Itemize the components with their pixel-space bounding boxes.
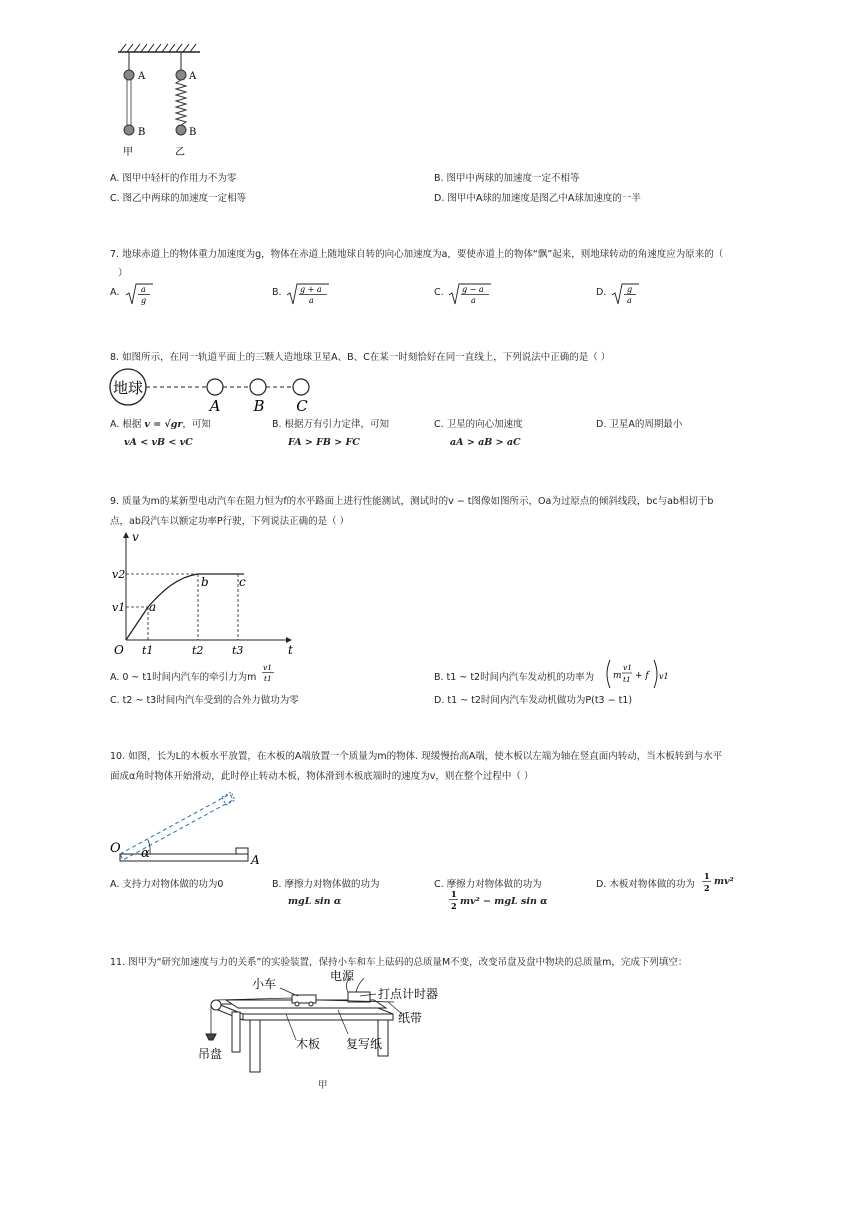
label-timer: 打点计时器 <box>378 987 439 1001</box>
label-sat-c: C <box>296 397 308 415</box>
label-v1: v1 <box>112 601 126 614</box>
q9-option-c[interactable]: C. t2 ~ t3时间内汽车受到的合外力做功为零 <box>110 695 299 706</box>
q9-option-b-text: B. t1 ~ t2时间内汽车发动机的功率为 <box>434 672 595 683</box>
q9-vt-graph <box>106 527 301 657</box>
q7-option-c-label: C. <box>434 287 444 298</box>
satellite-c <box>293 379 309 395</box>
pulley <box>211 1000 221 1010</box>
q10-figure <box>108 784 268 870</box>
spark-timer <box>348 992 370 1002</box>
axis-v-label: v <box>132 530 139 544</box>
label-tape: 纸带 <box>398 1011 423 1025</box>
light-rod <box>127 80 131 126</box>
q8-figure <box>106 366 326 416</box>
label-carbon: 复写纸 <box>346 1037 383 1051</box>
horizontal-board <box>120 854 248 861</box>
fC-den: a <box>471 296 476 305</box>
label-jia: 甲 <box>123 147 133 158</box>
ball-b-right <box>176 125 186 135</box>
q10-option-c-line2: mv² − mgL sin α <box>460 896 548 907</box>
label-yi: 乙 <box>175 147 185 158</box>
label-t2: t2 <box>192 644 204 657</box>
q10-option-d-line2: mv² <box>714 876 734 887</box>
fB-den: a <box>309 296 314 305</box>
q8-option-b-line2: FA > FB > FC <box>288 437 360 448</box>
q7-option-b[interactable] <box>272 287 282 298</box>
q7-formula-c <box>447 281 493 307</box>
q6-option-b[interactable]: B. 图甲中两球的加速度一定不相等 <box>434 173 580 184</box>
satellite-b <box>250 379 266 395</box>
label-a-end: A <box>251 853 260 867</box>
cart <box>292 995 316 1003</box>
svg-text:v1: v1 <box>623 663 633 672</box>
label-t3: t3 <box>232 644 244 657</box>
ball-a-left <box>124 70 134 80</box>
fA-num: a <box>141 285 146 294</box>
svg-text:m: m <box>613 671 622 681</box>
label-board: 木板 <box>296 1037 321 1051</box>
label-power: 电源 <box>330 969 355 983</box>
q7-option-b-label: B. <box>272 287 282 298</box>
q10-stem-line1: 10. 如图，长为L的木板水平放置，在木板的A端放置一个质量为m的物体. 现缓慢抬高A端，使木板以左端为轴在竖直面内转动，当木板转到与水平 <box>110 751 723 762</box>
q10-option-b-line2: mgL sin α <box>288 896 342 907</box>
svg-text:t1: t1 <box>264 674 272 683</box>
block-on-board <box>236 848 248 854</box>
q6-figure <box>110 40 210 160</box>
q7-option-a[interactable] <box>110 287 119 298</box>
label-origin: O <box>114 643 124 657</box>
q6-option-d[interactable]: D. 图甲中A球的加速度是图乙中A球加速度的一半 <box>434 193 641 204</box>
fD-den: a <box>627 296 632 305</box>
q8-option-a-eq: v = √gr <box>144 419 183 430</box>
label-t1: t1 <box>142 644 154 657</box>
raised-block <box>222 792 235 805</box>
svg-text:2: 2 <box>704 883 710 893</box>
q7-option-a-label: A. <box>110 287 120 298</box>
point-b-label: b <box>201 575 209 589</box>
q10-option-b-text: B. 摩擦力对物体做的功为 <box>272 879 380 890</box>
label-b-left: B <box>138 127 146 138</box>
q8-option-b-text: B. 根据万有引力定律，可知 <box>272 419 390 430</box>
q11-apparatus-figure <box>198 966 458 1076</box>
earth-label: 地球 <box>112 379 144 397</box>
q9-option-b[interactable] <box>434 669 594 683</box>
spring <box>176 80 186 125</box>
q9-option-a-text: A. 0 ~ t1时间内汽车的牵引力为m <box>110 672 257 683</box>
ball-a-right <box>176 70 186 80</box>
label-v2: v2 <box>112 568 126 581</box>
q7-formula-d <box>610 281 640 307</box>
ball-b-left <box>124 125 134 135</box>
q6-option-c[interactable]: C. 图乙中两球的加速度一定相等 <box>110 193 247 204</box>
q8-option-c-line2: aA > aB > aC <box>450 437 521 448</box>
q7-stem-line1: 7. 地球赤道上的物体重力加速度为g，物体在赤道上随地球自转的向心加速度为a，要使赤道上的物体“飘”起来，则地球转动的角速度应为原来的（ <box>110 249 724 260</box>
q8-option-a-text2: ，可知 <box>182 419 211 430</box>
q10-option-d-text: D. 木板对物体做的功为 <box>596 879 695 890</box>
q9-stem-line1: 9. 质量为m的某新型电动汽车在阻力恒为f的水平路面上进行性能测试，测试时的v − t图像如图所示，Oa为过原点的倾斜线段，bc与ab相切于b <box>110 496 714 507</box>
fB-num: g + a <box>300 285 322 294</box>
q11-figure-caption: 甲 <box>318 1080 328 1091</box>
svg-text:1: 1 <box>704 871 710 881</box>
q8-option-b[interactable] <box>272 416 389 430</box>
label-b-right: B <box>189 127 197 138</box>
q8-option-c-text: C. 卫星的向心加速度 <box>434 419 523 430</box>
raised-board <box>120 794 233 860</box>
label-alpha: α <box>141 846 150 861</box>
fC-num: g − a <box>462 285 484 294</box>
hanging-pan <box>206 1034 216 1040</box>
q9-stem-line2: 点，ab段汽车以额定功率P行驶，下列说法正确的是（ ） <box>110 516 350 527</box>
q9-option-b-expr <box>604 658 670 690</box>
q8-option-a-text1: A. 根据 <box>110 419 142 430</box>
q10-option-c-text: C. 摩擦力对物体做的功为 <box>434 879 542 890</box>
point-c-label: c <box>239 575 246 589</box>
q8-stem: 8. 如图所示，在同一轨道平面上的三颗人造地球卫星A、B、C在某一时刻恰好在同一直线上，下列说法中正确的是（ ） <box>110 352 611 363</box>
q7-option-c[interactable] <box>434 287 444 298</box>
svg-text:+ f: + f <box>635 671 649 681</box>
label-a-right: A <box>189 71 197 82</box>
label-sat-b: B <box>253 397 265 415</box>
q7-option-d-label: D. <box>596 287 607 298</box>
q8-option-a-line2: vA < vB < vC <box>124 437 193 448</box>
label-pan: 吊盘 <box>198 1047 223 1061</box>
q9-option-d[interactable]: D. t1 ~ t2时间内汽车发动机做功为P(t3 − t1) <box>434 695 633 706</box>
axis-t-label: t <box>288 643 293 657</box>
q10-option-d-fraction <box>701 870 713 894</box>
svg-text:v1: v1 <box>659 672 669 681</box>
svg-text:v1: v1 <box>263 663 273 672</box>
q6-option-a[interactable]: A. 图甲中轻杆的作用力不为零 <box>110 173 237 184</box>
q8-option-d[interactable]: D. 卫星A的周期最小 <box>596 419 683 430</box>
q10-option-c-fraction <box>448 888 460 912</box>
satellite-a <box>207 379 223 395</box>
q9-option-a[interactable] <box>110 669 256 683</box>
q10-option-d[interactable] <box>596 876 695 890</box>
fD-num: g <box>627 285 633 294</box>
q8-option-a[interactable] <box>110 416 211 430</box>
label-o: O <box>110 841 121 856</box>
q7-option-d[interactable] <box>596 287 606 298</box>
q10-stem-line2: 面成α角时物体开始滑动，此时停止转动木板，物体滑到木板底端时的速度为v，则在整个过程中（ ） <box>110 771 534 782</box>
q9-option-a-fraction <box>261 661 275 685</box>
q10-option-a[interactable]: A. 支持力对物体做的功为0 <box>110 879 224 890</box>
label-a-left: A <box>138 71 146 82</box>
q10-option-b[interactable] <box>272 876 380 890</box>
q11-stem: 11. 图甲为“研究加速度与力的关系”的实验装置，保持小车和车上砝码的总质量M不变，改变吊盘及盘中物块的总质量m，完成下列填空： <box>110 957 688 968</box>
label-cart: 小车 <box>252 977 277 991</box>
fA-den: g <box>141 296 147 305</box>
label-sat-a: A <box>209 397 221 415</box>
q7-formula-b <box>285 281 331 307</box>
q8-option-c[interactable] <box>434 416 523 430</box>
q7-formula-a <box>124 281 154 307</box>
svg-text:1: 1 <box>451 889 457 899</box>
svg-text:2: 2 <box>451 901 457 911</box>
point-a-label: a <box>149 600 157 614</box>
q7-stem-line2: ） <box>118 268 128 279</box>
svg-text:t1: t1 <box>623 675 631 684</box>
